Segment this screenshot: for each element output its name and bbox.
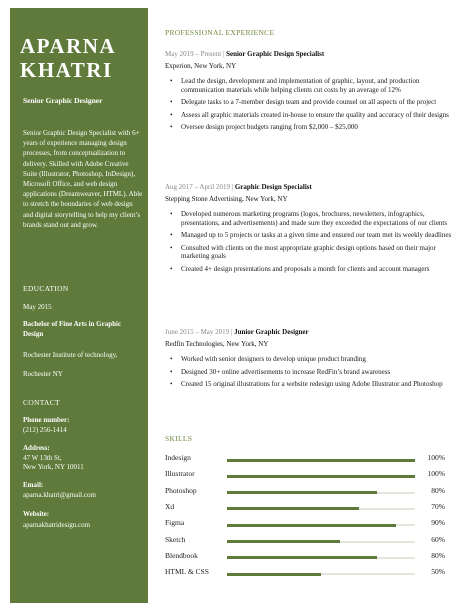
skill-bar-track — [227, 541, 415, 543]
job-dates: Aug 2017 – April 2019 | — [165, 183, 234, 191]
skill-row — [165, 486, 455, 498]
skill-bar-fill — [227, 459, 415, 462]
address-line1: 47 W 13th St, — [23, 454, 62, 462]
skill-row — [165, 567, 455, 579]
bullet-icon: • — [170, 210, 173, 218]
skill-bar-track — [227, 492, 415, 494]
job-title: Senior Graphic Designer — [23, 96, 103, 105]
skill-row — [165, 518, 455, 530]
skill-bar-track — [227, 573, 415, 575]
skill-bar-fill — [227, 556, 377, 559]
candidate-name — [20, 34, 145, 82]
bullet-item: • Designed 30+ online advertisements to increase RedFin’s brand awareness — [170, 367, 391, 376]
skill-name: Blendbook — [165, 550, 198, 560]
job-header — [165, 183, 455, 192]
email-link[interactable]: aparna.khatri@gmail.com — [23, 491, 96, 499]
bullet-icon: • — [170, 243, 173, 252]
bullet-item: • Oversee design project budgets ranging from $2,000 – $25,000 — [170, 123, 358, 132]
skill-bar-fill — [227, 507, 359, 510]
skill-bar-fill — [227, 540, 340, 543]
profile-summary: Senior Graphic Design Specialist with 6+ years of experience managing design processes, from conceptualization to delivery. Skilled with Adobe Creative Suite (Illustrator, Photoshop, InDesign), Microsoft Office, and web design applications (Dreamweaver, HTML). Able to stretch the boundaries of web design and digital storytelling to help my client’s brands stand out and grow. — [23, 129, 143, 229]
job-company: Stepping Stone Advertising, New York, NY — [165, 195, 288, 203]
job-company: Redfin Technologies, New York, NY — [165, 340, 269, 348]
job-bullets — [165, 355, 455, 389]
email-label: Email: — [23, 481, 44, 489]
bullet-item: • Worked with senior designers to develop unique product branding — [170, 355, 366, 363]
bullet-item: • Managed up to 5 projects or tasks at a given time and ensured our team met its weekly deadlines — [170, 231, 452, 240]
job-entry — [165, 183, 455, 278]
bullet-icon: • — [170, 77, 173, 85]
education-heading: EDUCATION — [23, 284, 69, 293]
address-line2: New York, NY 10011 — [23, 463, 84, 471]
skill-name: Figma — [165, 518, 185, 528]
bullet-icon: • — [170, 355, 173, 363]
last-name: KHATRI — [20, 58, 113, 82]
skill-row — [165, 469, 455, 481]
skill-name: Photoshop — [165, 485, 197, 495]
education-location: Rochester NY — [23, 370, 63, 378]
skill-name: Illustrator — [165, 469, 195, 479]
skill-name: HTML & CSS — [165, 567, 209, 577]
skill-bar-track — [227, 459, 415, 461]
bullet-item: • Assess all graphic materials created in-house to ensure the quality and accuracy of their designs — [170, 110, 449, 119]
skill-bar-fill — [227, 524, 396, 527]
phone-label: Phone number: — [23, 416, 70, 424]
skill-percent: 60% — [431, 534, 445, 544]
skill-percent: 90% — [431, 518, 445, 528]
bullet-item: • Delegate tasks to a 7-member design team and provide counsel on all aspects of the project — [170, 98, 437, 107]
skill-row — [165, 502, 455, 514]
bullet-icon: • — [170, 231, 173, 240]
skill-bar-track — [227, 557, 415, 559]
skill-bar-track — [227, 475, 415, 477]
skill-row — [165, 453, 455, 465]
job-role: Junior Graphic Designer — [234, 328, 309, 336]
job-role: Senior Graphic Design Specialist — [226, 50, 325, 58]
skill-percent: 50% — [431, 567, 445, 577]
skill-row — [165, 551, 455, 563]
education-date: May 2015 — [23, 303, 52, 311]
education-degree: Bachelor of Fine Arts in Graphic Design — [23, 320, 122, 338]
job-header — [165, 50, 455, 59]
website-label: Website: — [23, 510, 50, 518]
bullet-item: • Consulted with clients on the most appropriate graphic design options based on their major marketing goals — [170, 243, 436, 261]
education-school: Rochester Institute of technology, — [23, 351, 118, 359]
job-company: Experion, New York, NY — [165, 62, 237, 70]
skill-name: Sketch — [165, 534, 186, 544]
job-entry — [165, 50, 455, 136]
skill-percent: 100% — [427, 453, 445, 462]
skill-bar-fill — [227, 475, 415, 478]
job-header — [165, 328, 455, 337]
job-role: Graphic Design Specialist — [234, 183, 312, 191]
skill-percent: 70% — [431, 501, 445, 511]
skill-bar-track — [227, 524, 415, 526]
bullet-item: • Created 4+ design presentations and proposals a month for clients and account managers — [170, 264, 430, 273]
job-bullets — [165, 77, 455, 132]
bullet-icon: • — [170, 123, 173, 132]
skill-percent: 80% — [431, 550, 445, 560]
job-entry — [165, 328, 455, 393]
skill-bar-fill — [227, 491, 377, 494]
skill-name: Xd — [165, 501, 175, 511]
first-name: APARNA — [20, 34, 117, 58]
bullet-icon: • — [170, 380, 173, 389]
skill-row — [165, 535, 455, 547]
bullet-item: • Developed numerous marketing programs (logos, brochures, newsletters, infographics, presentations, and advertisements) and made sure they exceeded the expectations of our clients — [170, 210, 448, 227]
job-dates: May 2019 – Present | — [165, 50, 225, 58]
bullet-icon: • — [170, 110, 173, 119]
address-label: Address: — [23, 444, 50, 452]
phone-number[interactable]: (212) 256-1414 — [23, 426, 67, 434]
skills-heading: SKILLS — [165, 434, 193, 443]
job-bullets — [165, 210, 455, 274]
skill-bar-track — [227, 508, 415, 510]
bullet-icon: • — [170, 264, 173, 273]
bullet-icon: • — [170, 98, 173, 107]
skill-bar-fill — [227, 573, 321, 576]
website-link[interactable]: aparnakhatridesign.com — [23, 521, 91, 529]
contact-heading: CONTACT — [23, 398, 60, 407]
main-content — [165, 0, 455, 613]
bullet-icon: • — [170, 367, 173, 376]
job-dates: June 2015 – May 2019 | — [165, 328, 233, 336]
sidebar — [10, 8, 148, 603]
skill-percent: 80% — [431, 485, 445, 495]
skill-percent: 100% — [427, 469, 445, 479]
skill-name: Indesign — [165, 453, 191, 462]
experience-heading: PROFESSIONAL EXPERIENCE — [165, 28, 275, 37]
bullet-item: • Created 15 original illustrations for a website redesign using Adobe Illustrator and Photoshop — [170, 380, 443, 389]
bullet-item: • Lead the design, development and implementation of graphic, layout, and production communication materials while helping clients cut costs by an average of 12% — [170, 77, 420, 94]
